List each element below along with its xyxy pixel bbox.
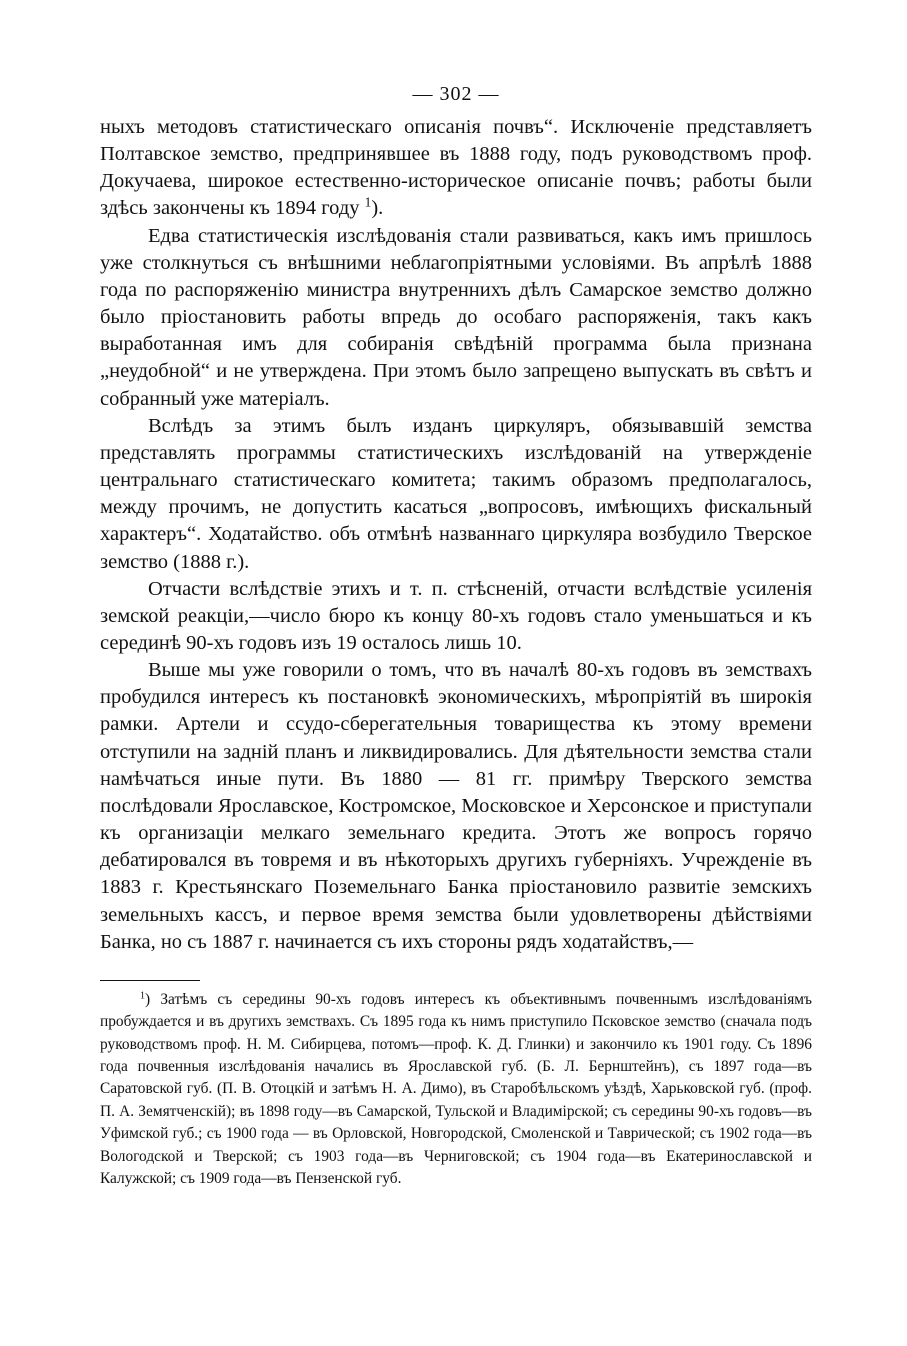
footnote-divider — [100, 980, 200, 981]
footnote — [100, 989, 812, 1191]
main-text — [100, 114, 812, 956]
book-page — [100, 80, 812, 1191]
paragraph-5: Выше мы уже говорили о томъ, что въ началѣ 80-хъ годовъ въ земствахъ пробудился интересъ къ постановкѣ экономическихъ, мѣропріятій въ широкія рамки. Артели и ссудо-сберегательныя товарищества къ этому времени отступили на задній планъ и ликвидировались. Для дѣятельности земства стали намѣчаться иные пути. Въ 1880 — 81 гг. примѣру Тверского земства послѣдовали Ярославское, Костромское, Московское и Херсонское и приступали къ организаціи мелкаго земельнаго кредита. Этотъ же вопросъ горячо дебатировался въ товремя и въ нѣкоторыхъ другихъ губерніяхъ. Учрежденіе въ 1883 г. Крестьянскаго Поземельнаго Банка пріостановило развитіе земскихъ земельныхъ кассъ, и первое время земства были удовлетворены дѣйствіями Банка, но съ 1887 г. начинается съ ихъ стороны рядъ ходатайствъ,— — [100, 659, 812, 953]
paragraph-3: Вслѣдъ за этимъ былъ изданъ циркуляръ, обязывавшій земства представлять программы статистическихъ изслѣдованій на утвержденіе центральнаго статистическаго комитета; такимъ образомъ предполагалось, между прочимъ, не допустить касаться „вопросовъ, имѣющихъ фискальный характеръ“. Ходатайство. объ отмѣнѣ названнаго циркуляра возбудило Тверское земство (1888 г.). — [100, 414, 812, 573]
paragraph-1-end: ). — [371, 197, 384, 220]
paragraph-2: Едва статистическія изслѣдованія стали развиваться, какъ имъ пришлось уже столкнуться съ внѣшними неблагопріятными условіями. Въ апрѣлѣ 1888 года по распоряженію министра внутреннихъ дѣлъ Самарское земство должно было пріостановить работы впредь до особаго распоряженія, такъ какъ выработанная имъ для собиранія свѣдѣній программа была признана „неудобной“ и не утверждена. При этомъ было запрещено выпускать въ свѣтъ и собранный уже матеріалъ. — [100, 224, 812, 410]
paragraph-4: Отчасти вслѣдствіе этихъ и т. п. стѣсненій, отчасти вслѣдствіе усиленія земской реакціи,—число бюро къ концу 80-хъ годовъ стало уменьшаться и къ серединѣ 90-хъ годовъ изъ 19 осталось лишь 10. — [100, 577, 812, 654]
footnote-reference[interactable]: 1 — [364, 195, 372, 211]
footnote-mark: 1 — [140, 990, 145, 1002]
footnote-close-paren: ) — [145, 990, 151, 1008]
paragraph-1-text: ныхъ методовъ статистическаго описанія почвъ“. Исключеніе представляетъ Полтавское земство, предпринявшее въ 1888 году, подъ руководствомъ проф. Докучаева, широкое естественно-историческое описаніе почвъ; работы были здѣсь закончены къ 1894 году — [100, 116, 812, 220]
paragraph-1 — [100, 114, 812, 223]
footnote-text: Затѣмъ съ середины 90-хъ годовъ интересъ къ объективнымъ почвеннымъ изслѣдованіямъ пробуждается и въ другихъ земствахъ. Съ 1895 года къ нимъ приступило Псковское земство (сначала подъ руководствомъ проф. Н. М. Сибирцева, потомъ—проф. К. Д. Глинки) и закончило къ 1901 году. Съ 1896 года почвенныя изслѣдованія начались въ Ярославской губ. (Б. Л. Бернштейнъ), съ 1897 года—въ Саратовской губ. (П. В. Отоцкій и затѣмъ Н. А. Димо), въ Старобѣльскомъ уѣздѣ, Харьковской губ. (проф. П. А. Земятченскій); въ 1898 году—въ Самарской, Тульской и Владимірской; съ середины 90-хъ годовъ—въ Уфимской губ.; съ 1900 года — въ Орловской, Новгородской, Смоленской и Таврической; съ 1902 года—въ Вологодской и Тверской; съ 1903 года—въ Черниговской; съ 1904 года—въ Екатеринославской и Калужской; съ 1909 года—въ Пензенской губ. — [100, 990, 812, 1188]
page-number: — 302 — — [412, 83, 500, 105]
